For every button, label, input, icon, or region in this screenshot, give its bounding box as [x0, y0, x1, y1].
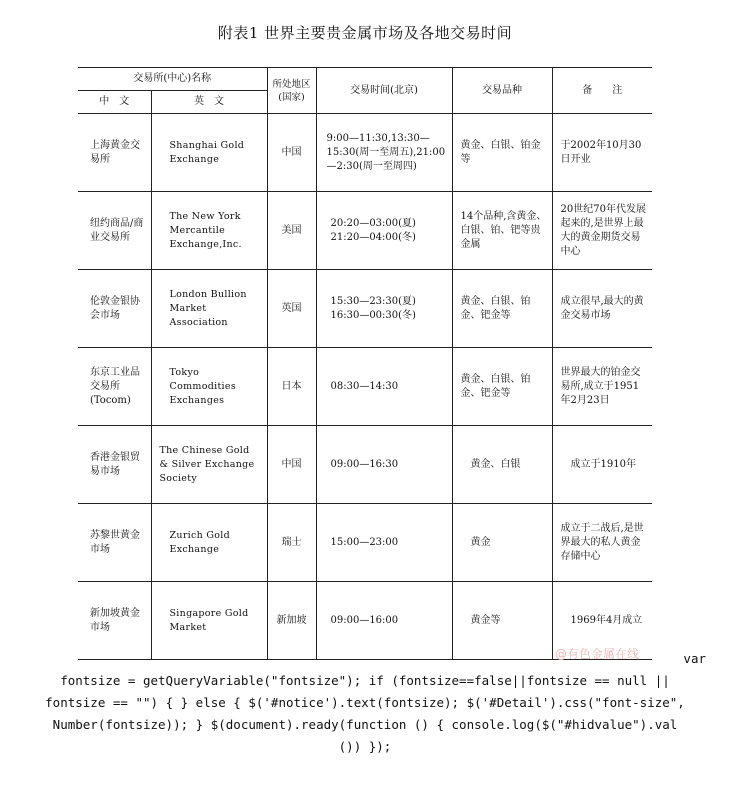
cell-region: 英国: [267, 270, 316, 348]
cell-products: 黄金、白银、铂金等: [452, 114, 552, 192]
code-line: fontsize == "") { } else { $('#notice').text(fontsize); $('#Detail').css("font-size",: [45, 695, 685, 710]
cell-region: 美国: [267, 192, 316, 270]
header-products: 交易品种: [452, 68, 552, 114]
exchange-table: [78, 67, 652, 660]
cell-hours: 09:00—16:00: [316, 582, 452, 660]
header-exchange-name: 交易所(中心)名称: [78, 68, 267, 91]
cell-notes: 20世纪70年代发展起来的,是世界上最大的黄金期货交易中心: [552, 192, 652, 270]
header-en: 英 文: [151, 91, 267, 114]
cell-en: Shanghai Gold Exchange: [151, 114, 267, 192]
cell-hours: 08:30—14:30: [316, 348, 452, 426]
cell-notes: 成立很早,最大的黄金交易市场: [552, 270, 652, 348]
cell-zh: 香港金银贸易市场: [78, 426, 151, 504]
header-notes: 备 注: [552, 68, 652, 114]
cell-hours: 15:00—23:00: [316, 504, 452, 582]
table-row: [78, 426, 652, 504]
cell-products: 黄金等: [452, 582, 552, 660]
cell-hours: 09:00—16:30: [316, 426, 452, 504]
code-line: ()) });: [338, 739, 392, 754]
cell-notes: 于2002年10月30日开业: [552, 114, 652, 192]
table-row: [78, 270, 652, 348]
cell-en: Singapore Gold Market: [151, 582, 267, 660]
header-hours: 交易时间(北京): [316, 68, 452, 114]
cell-products: 黄金、白银: [452, 426, 552, 504]
cell-en: Tokyo Commodities Exchanges: [151, 348, 267, 426]
cell-zh: 东京工业品交易所(Tocom): [78, 348, 151, 426]
code-line: fontsize = getQueryVariable("fontsize"); if (fontsize==false||fontsize == null ||: [60, 673, 670, 688]
watermark: @有色金属在线: [555, 647, 640, 661]
code-line: var: [683, 651, 706, 666]
cell-notes: 1969年4月成立: [552, 582, 652, 660]
code-line: Number(fontsize)); } $(document).ready(function () { console.log($("#hidvalue").val: [52, 717, 678, 732]
cell-hours: 20:20—03:00(夏) 21:20—04:00(冬): [316, 192, 452, 270]
cell-products: 黄金: [452, 504, 552, 582]
cell-hours: 15:30—23:30(夏) 16:30—00:30(冬): [316, 270, 452, 348]
cell-zh: 新加坡黄金市场: [78, 582, 151, 660]
table-row: [78, 348, 652, 426]
script-code-text: [12, 648, 718, 758]
cell-zh: 苏黎世黄金市场: [78, 504, 151, 582]
cell-hours: 9:00—11:30,13:30—15:30(周一至周五),21:00—2:30(周一至周四): [316, 114, 452, 192]
cell-region: 中国: [267, 114, 316, 192]
cell-zh: 纽约商品/商业交易所: [78, 192, 151, 270]
cell-region: 新加坡: [267, 582, 316, 660]
cell-region: 中国: [267, 426, 316, 504]
cell-region: 瑞士: [267, 504, 316, 582]
cell-notes: 成立于1910年: [552, 426, 652, 504]
table-row: [78, 114, 652, 192]
table-row: [78, 192, 652, 270]
table-row: [78, 504, 652, 582]
cell-zh: 上海黄金交易所: [78, 114, 151, 192]
cell-products: 黄金、白银、铂金、钯金等: [452, 348, 552, 426]
cell-en: The New York Mercantile Exchange,Inc.: [151, 192, 267, 270]
cell-en: The Chinese Gold & Silver Exchange Society: [151, 426, 267, 504]
cell-en: Zurich Gold Exchange: [151, 504, 267, 582]
cell-en: London Bullion Market Association: [151, 270, 267, 348]
cell-products: 黄金、白银、铂金、钯金等: [452, 270, 552, 348]
cell-notes: 成立于二战后,是世界最大的私人黄金存储中心: [552, 504, 652, 582]
page-title: 附表1 世界主要贵金属市场及各地交易时间: [217, 24, 513, 42]
header-zh: 中 文: [78, 91, 151, 114]
cell-notes: 世界最大的铂金交易所,成立于1951年2月23日: [552, 348, 652, 426]
cell-products: 14个品种,含黄金、白银、铂、钯等贵金属: [452, 192, 552, 270]
cell-region: 日本: [267, 348, 316, 426]
cell-zh: 伦敦金银协会市场: [78, 270, 151, 348]
header-region: 所处地区 (国家): [267, 68, 316, 114]
